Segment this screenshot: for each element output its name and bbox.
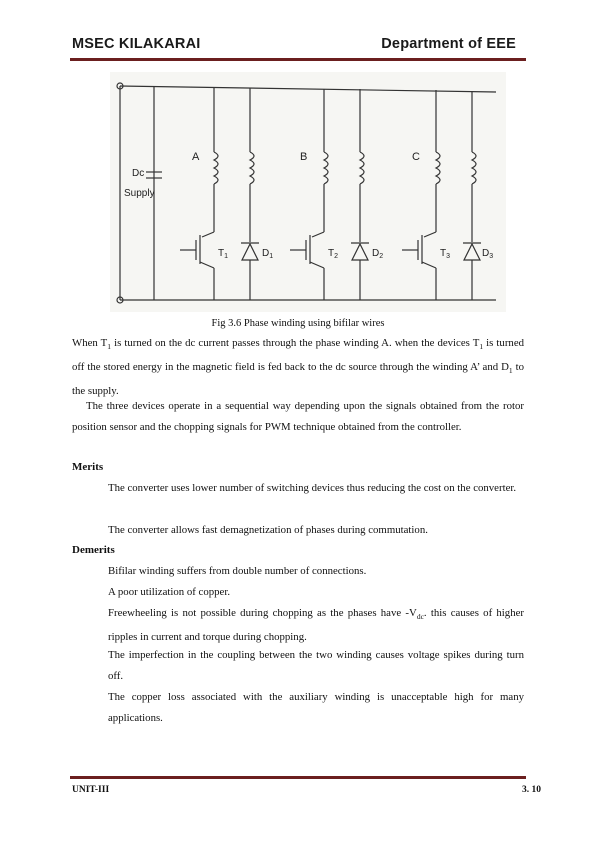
demerit-item: The copper loss associated with the auxiliary winding is unacceptable high for many applications. — [108, 691, 524, 724]
footer-page-number: 3. 10 — [522, 785, 541, 795]
diode-d3-label: $D_3$ — [482, 248, 494, 260]
merit-item: The converter allows fast demagnetization of phases during commutation. — [108, 524, 428, 536]
figure-caption: Fig 3.6 Phase winding using bifilar wires — [211, 318, 385, 329]
bifilar-circuit-diagram — [110, 72, 506, 312]
merit-item: The converter uses lower number of switching devices thus reducing the cost on the converter. — [108, 482, 517, 494]
demerit-item: A poor utilization of copper. — [108, 586, 231, 598]
phase-c-label: C — [412, 151, 420, 163]
switch-t1-label: $T_1$ — [218, 248, 229, 260]
demerits-heading: Demerits — [72, 544, 115, 556]
header-rule — [70, 58, 526, 61]
supply-label-line1: Dc — [132, 168, 145, 179]
switch-t3-label: $T_3$ — [440, 248, 451, 260]
phase-a-label: A — [192, 151, 200, 163]
footer-rule — [70, 776, 526, 779]
switch-t2-label: $T_2$ — [328, 248, 339, 260]
demerit-item: Bifilar winding suffers from double number of connections. — [108, 565, 367, 577]
demerit-item: Freewheeling is not possible during chopping as the phases have $-V_{dc}$. this causes of higher ripples in current and torque during chopping. — [108, 607, 524, 644]
paragraph-t1-operation: When $T_1$ is turned on the dc current passes through the phase winding A. when the devices $T_1$ is turned off the stored energy in the magnetic field is fed back to the dc source through the winding A’ and $D_1$ to the supply. — [72, 337, 525, 398]
header-institution: MSEC KILAKARAI — [72, 36, 201, 52]
footer-unit: UNIT-III — [72, 785, 110, 795]
paragraph-sequential-operation: The three devices operate in a sequential way depending upon the signals obtained from the rotor position sensor and the chopping signals for PWM technique obtained from the controller. — [72, 400, 524, 433]
demerit-item: The imperfection in the coupling between the two winding causes voltage spikes during turn off. — [108, 649, 524, 682]
phase-b-label: B — [300, 151, 308, 163]
merits-heading: Merits — [72, 461, 104, 473]
diode-d2-label: $D_2$ — [372, 248, 384, 260]
supply-label-line2: Supply — [124, 188, 155, 199]
diode-d1-label: $D_1$ — [262, 248, 274, 260]
header-department: Department of EEE — [381, 36, 516, 52]
